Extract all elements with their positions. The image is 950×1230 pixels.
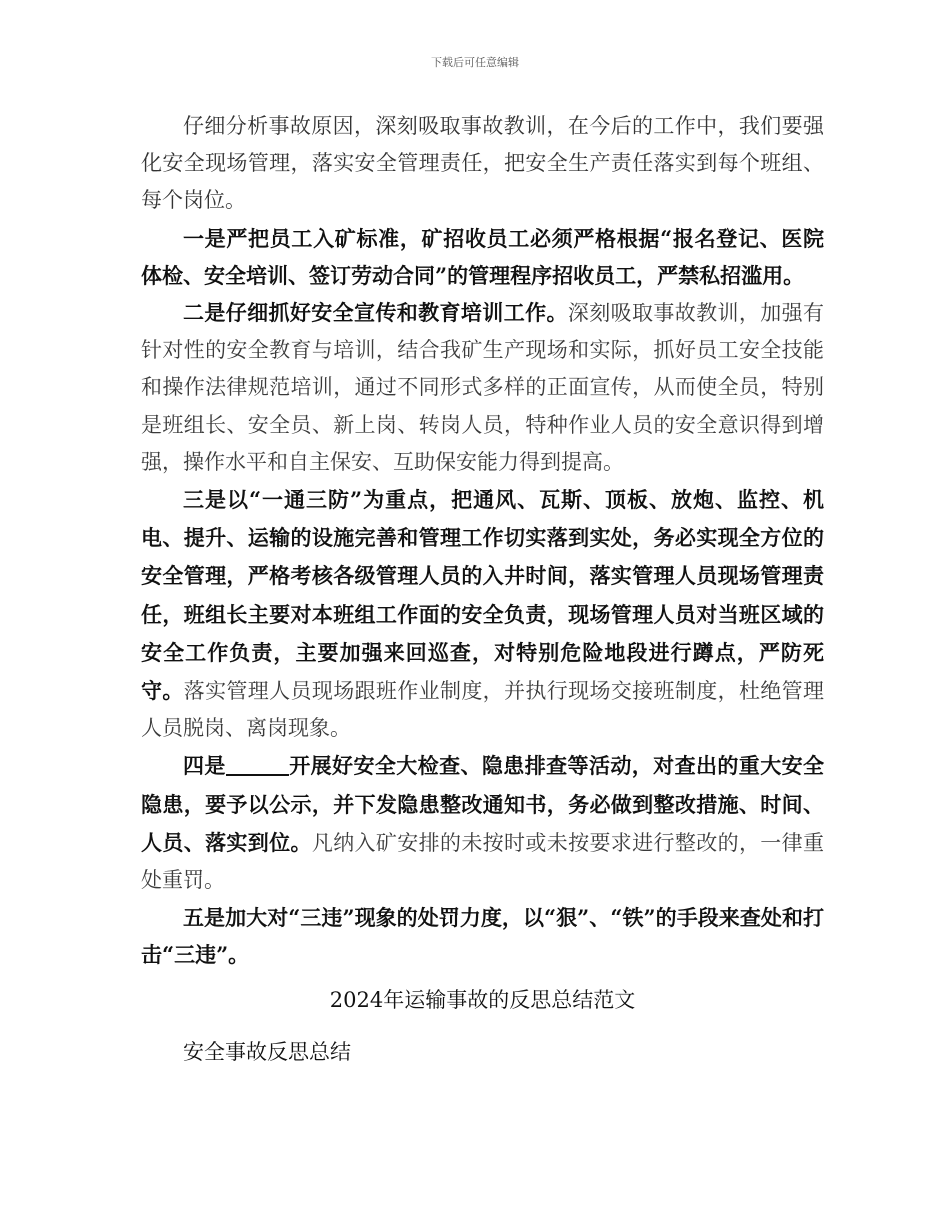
paragraph-point-1: 一是严把员工入矿标准，矿招收员工必须严格根据“报名登记、医院体检、安全培训、签订劳动合同”的管理程序招收员工，严禁私招滥用。 (141, 225, 824, 288)
page-header: 下载后可任意编辑 (431, 56, 519, 69)
paragraph-point-3 (141, 481, 824, 747)
fill-in-blank (226, 753, 289, 776)
point-3-heading: 三是以“一通三防”为重点，把通风、瓦斯、顶板、放炮、监控、机电、提升、运输的设施完善和管理工作切实落到实处，务必实现全方位的安全管理，严格考核各级管理人员的入井时间，落实管理人员现场管理责任，班组长主要对本班组工作面的安全负责，现场管理人员对当班区域的安全工作负责，主要加强来回巡查，对特别危险地段进行蹲点，严防死守。 (141, 487, 824, 704)
document-title: 2024年运输事故的反思总结范文 (329, 987, 636, 1012)
point-4-body: 凡纳入矿安排的未按时或未按要求进行整改的，一律重处重罚。 (141, 830, 825, 893)
point-4-heading: 开展好安全大检查、隐患排查等活动，对查出的重大安全隐患，要予以公示，并下发隐患整改通知书，务必做到整改措施、时间、人员、落实到位。 (141, 753, 825, 855)
point-3-body: 落实管理人员现场跟班作业制度，并执行现场交接班制度，杜绝管理人员脱岗、离岗现象。 (141, 679, 825, 741)
paragraph-point-5: 五是加大对“三违”现象的处罚力度，以“狠”、“铁”的手段来查处和打击“三违”。 (141, 905, 824, 968)
paragraph-point-2 (141, 294, 824, 481)
point-2-heading: 二是仔细抓好安全宣传和教育培训工作。 (183, 300, 568, 326)
point-2-body: 深刻吸取事故教训，加强有针对性的安全教育与培训，结合我矿生产现场和实际，抓好员工安全技能和操作法律规范培训，通过不同形式多样的正面宣传，从而使全员，特别是班组长、安全员、新上岗、转岗人员，特种作业人员的安全意识得到增强，操作水平和自主保安、互助保安能力得到提高。 (141, 301, 824, 474)
document-body (141, 108, 824, 1071)
section-subtitle: 安全事故反思总结 (183, 1039, 351, 1064)
point-4-lead: 四是 (183, 753, 226, 779)
paragraph-intro: 仔细分析事故原因，深刻吸取事故教训，在今后的工作中，我们要强化安全现场管理，落实安全管理责任，把安全生产责任落实到每个班组、每个岗位。 (141, 114, 824, 213)
paragraph-point-4 (141, 747, 824, 899)
